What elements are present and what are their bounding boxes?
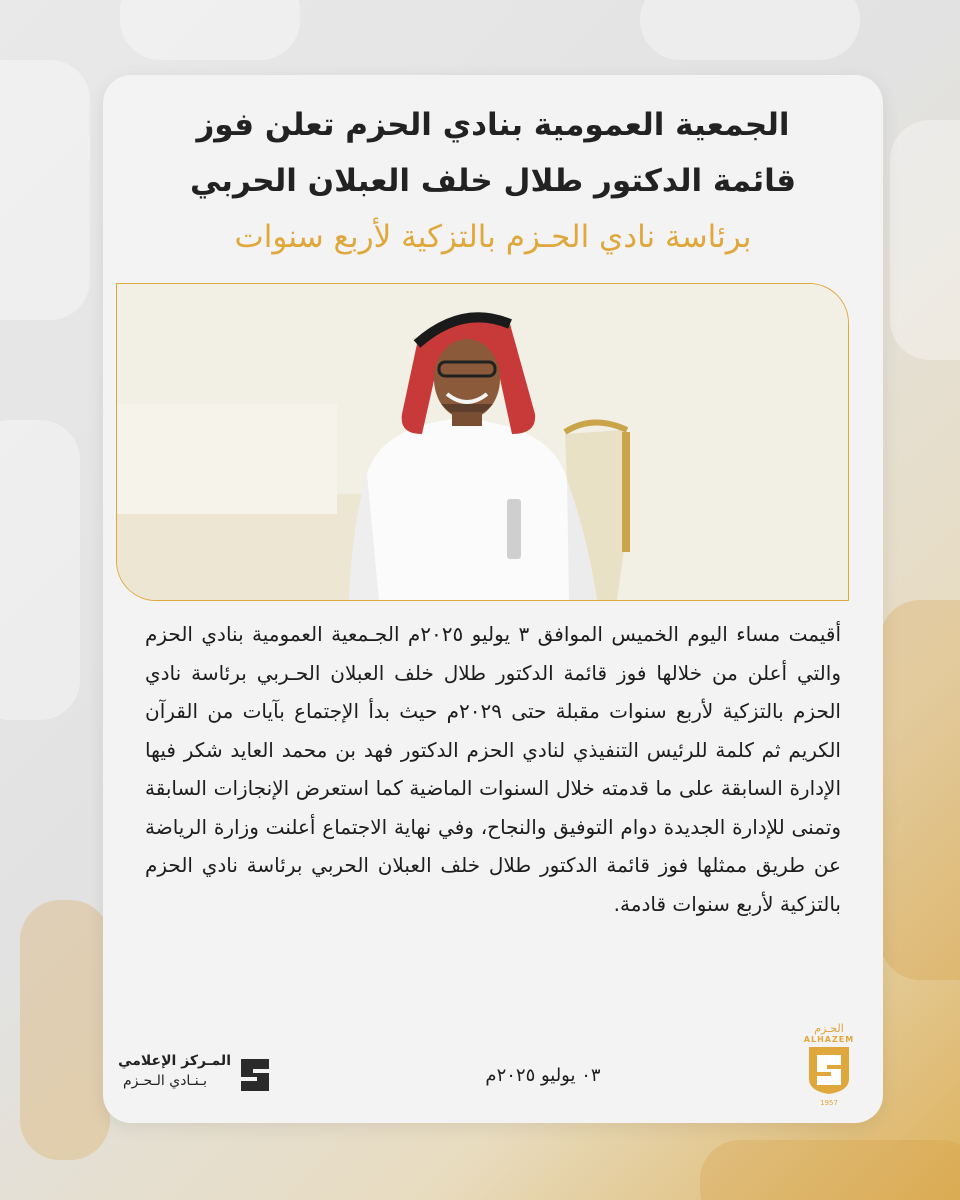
post-card [103, 75, 883, 1123]
media-center-line-2: بـنـادي الـحـزم [123, 1073, 208, 1089]
headline-line-3: برئاسة نادي الحـزم بالتزكية لأربع سنوات [234, 219, 752, 255]
president-photo [116, 283, 849, 601]
club-shield-icon [805, 1045, 853, 1095]
media-center-emblem-icon [237, 1055, 273, 1095]
club-logo [800, 1023, 858, 1109]
post-date: ٠٣ يوليو ٢٠٢٥م [485, 1065, 601, 1086]
club-logo-english: ALHAZEM [803, 1035, 855, 1044]
headline-line-1: الجمعية العمومية بنادي الحزم تعلن فوز [196, 107, 790, 143]
club-logo-arabic: الحـزم [814, 1022, 844, 1035]
headline [103, 97, 883, 265]
media-center-logo [118, 1053, 273, 1097]
media-center-line-1: المـركز الإعلامي [118, 1053, 231, 1069]
club-logo-year: 1957 [820, 1099, 838, 1107]
headline-line-2: قائمة الدكتور طلال خلف العبلان الحربي [189, 163, 797, 199]
article-body: أقيمت مساء اليوم الخميس الموافق ٣ يوليو ٢٠٢٥م الجـمعية العمومية بنادي الحزم والتي أعلن من خلالها فوز قائمة الدكتور طلال خلف العبلان الحـربي برئاسة نادي الحزم بالتزكية لأربع سنوات مقبلة حتى ٢٠٢٩م حيث بدأ الإجتماع بآيات من القرآن الكريم ثم كلمة للرئيس التنفيذي لنادي الحزم الدكتور فهد بن محمد العايد شكر فيها الإدارة السابقة على ما قدمته خلال السنوات الماضية كما استعرض الإنجازات السابقة وتمنى للإدارة الجديدة دوام التوفيق والنجاح، وفي نهاية الاجتماع أعلنت وزارة الرياضة عن طريق ممثلها فوز قائمة الدكتور طلال خلف العبلان الحربي برئاسة نادي الحزم بالتزكية لأربع سنوات قادمة. [145, 622, 842, 916]
